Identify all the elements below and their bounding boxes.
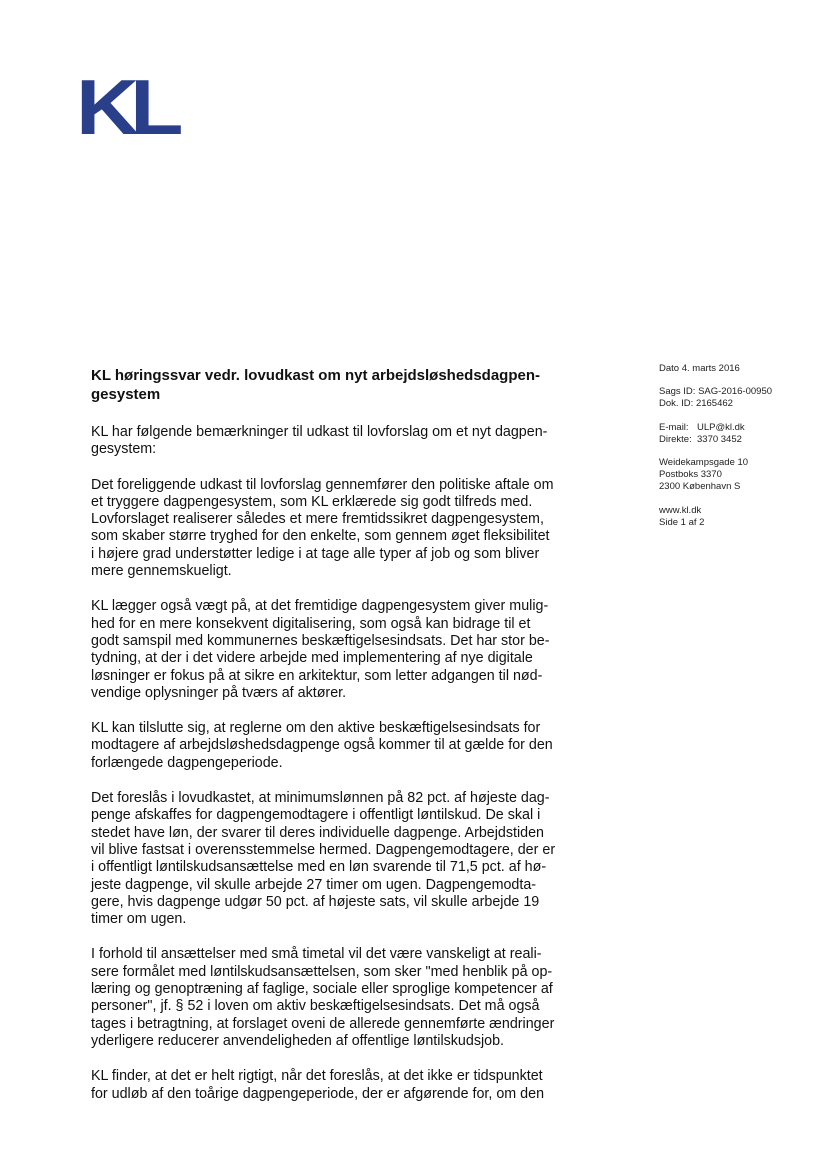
text-line: gesystem: [91, 441, 157, 458]
website: www.kl.dk [659, 504, 702, 516]
paragraph [91, 946, 561, 1050]
case-id: Sags ID: SAG-2016-00950 [659, 386, 773, 398]
address-block [659, 457, 819, 494]
text-line: i højere grad understøtter ledige i at tage alle typer af job og som bliver [91, 545, 540, 562]
text-line: penge afskaffes for dagpengemodtagere i offentligt løntilskud. De skal i [91, 807, 541, 824]
text-line: tydning, at der i det videre arbejde med implementering af nye digitale [91, 650, 533, 667]
document-title [91, 366, 551, 404]
text-line: læring og genoptræning af faglige, sociale eller sproglige kompetencer af [91, 981, 553, 998]
title-line: KL høringssvar vedr. lovudkast om nyt arbejdsløshedsdagpen- [91, 367, 541, 384]
text-line: forlængede dagpengeperiode. [91, 754, 283, 771]
text-line: KL finder, at det er helt rigtigt, når det foreslås, at det ikke er tidspunktet [91, 1068, 543, 1085]
text-line: gere, hvis dagpenge udgør 50 pct. af højeste sats, vil skulle arbejde 19 [91, 893, 540, 910]
address-line: 2300 København S [659, 481, 741, 493]
text-line: godt samspil med kommunernes beskæftigelsesindsats. Det har stor be- [91, 632, 550, 649]
address-line: Weidekampsgade 10 [659, 457, 749, 469]
text-line: hed for en mere konsekvent digitalisering, som også kan bidrage til et [91, 615, 531, 632]
text-line: vil blive fastsat i overensstemmelse hermed. Dagpengemodtagere, der er [91, 841, 556, 858]
text-line: yderligere reducerer anvendeligheden af offentlige løntilskudsjob. [91, 1032, 505, 1049]
text-line: Det foreliggende udkast til lovforslag gennemfører den politiske aftale om [91, 476, 554, 493]
text-line: løsninger er fokus på at sikre en arkitektur, som letter adgangen til nød- [91, 667, 543, 684]
text-line: KL kan tilslutte sig, at reglerne om den aktive beskæftigelsesindsats for [91, 720, 541, 737]
text-line: modtagere af arbejdsløshedsdagpenge også kommer til at gælde for den [91, 737, 553, 754]
text-line: som skaber større tryghed for den enkelte, som gennem øget fleksibilitet [91, 528, 550, 545]
web-block [659, 505, 819, 529]
paragraph [91, 1068, 561, 1103]
date-row [659, 363, 819, 375]
text-line: et tryggere dagpengesystem, som KL erklærede sig godt tilfreds med. [91, 493, 533, 510]
text-line: i offentligt løntilskudsansættelse med en løn svarende til 71,5 pct. af hø- [91, 859, 547, 876]
document-body [91, 424, 561, 1121]
phone-label: Direkte: [659, 433, 692, 445]
paragraph [91, 477, 561, 581]
text-line: for udløb af den toårige dagpengeperiode, der er afgørende for, om den [91, 1085, 545, 1102]
email-label: E-mail: [659, 421, 689, 433]
address-line: Postboks 3370 [659, 469, 722, 481]
text-line: mere gennemskueligt. [91, 563, 232, 580]
phone-row [659, 434, 819, 446]
title-line: gesystem [91, 386, 161, 403]
text-line: sere formålet med løntilskudsansættelsen, som sker "med henblik på op- [91, 963, 553, 980]
phone-value: 3370 3452 [697, 433, 742, 445]
paragraph [91, 598, 561, 702]
text-line: tages i betragtning, at forslaget oveni de allerede gennemførte ændringer [91, 1015, 555, 1032]
email-value: ULP@kl.dk [697, 421, 745, 433]
date-block [659, 363, 819, 375]
text-line: jeste dagpenge, vil skulle arbejde 27 timer om ugen. Dagpengemodta- [91, 876, 537, 893]
id-block [659, 386, 819, 410]
text-line: vendige oplysninger på tværs af aktører. [91, 684, 347, 701]
email-row [659, 422, 819, 434]
text-line: I forhold til ansættelser med små timetal vil det være vanskeligt at reali- [91, 946, 542, 963]
text-line: KL lægger også vægt på, at det fremtidige dagpengesystem giver mulig- [91, 598, 549, 615]
text-line: timer om ugen. [91, 911, 187, 928]
contact-block [659, 422, 819, 446]
page-number: Side 1 af 2 [659, 516, 705, 528]
paragraph [91, 720, 561, 772]
document-id: Dok. ID: 2165462 [659, 398, 733, 410]
document-metadata-sidebar [659, 363, 819, 540]
paragraph [91, 424, 561, 459]
text-line: Det foreslås i lovudkastet, at minimumslønnen på 82 pct. af højeste dag- [91, 790, 550, 807]
paragraph [91, 790, 561, 928]
text-line: stedet have løn, der svarer til deres individuelle dagpenge. Arbejdstiden [91, 824, 545, 841]
text-line: Lovforslaget realiserer således et mere fremtidssikret dagpengesystem, [91, 511, 544, 528]
text-line: KL har følgende bemærkninger til udkast til lovforslag om et nyt dagpen- [91, 424, 548, 440]
text-line: personer", jf. § 52 i loven om aktiv beskæftigelsesindsats. Det må også [91, 998, 540, 1015]
date-value: 4. marts 2016 [681, 363, 740, 374]
kl-logo: KL [76, 63, 175, 151]
date-label: Dato [659, 363, 680, 374]
